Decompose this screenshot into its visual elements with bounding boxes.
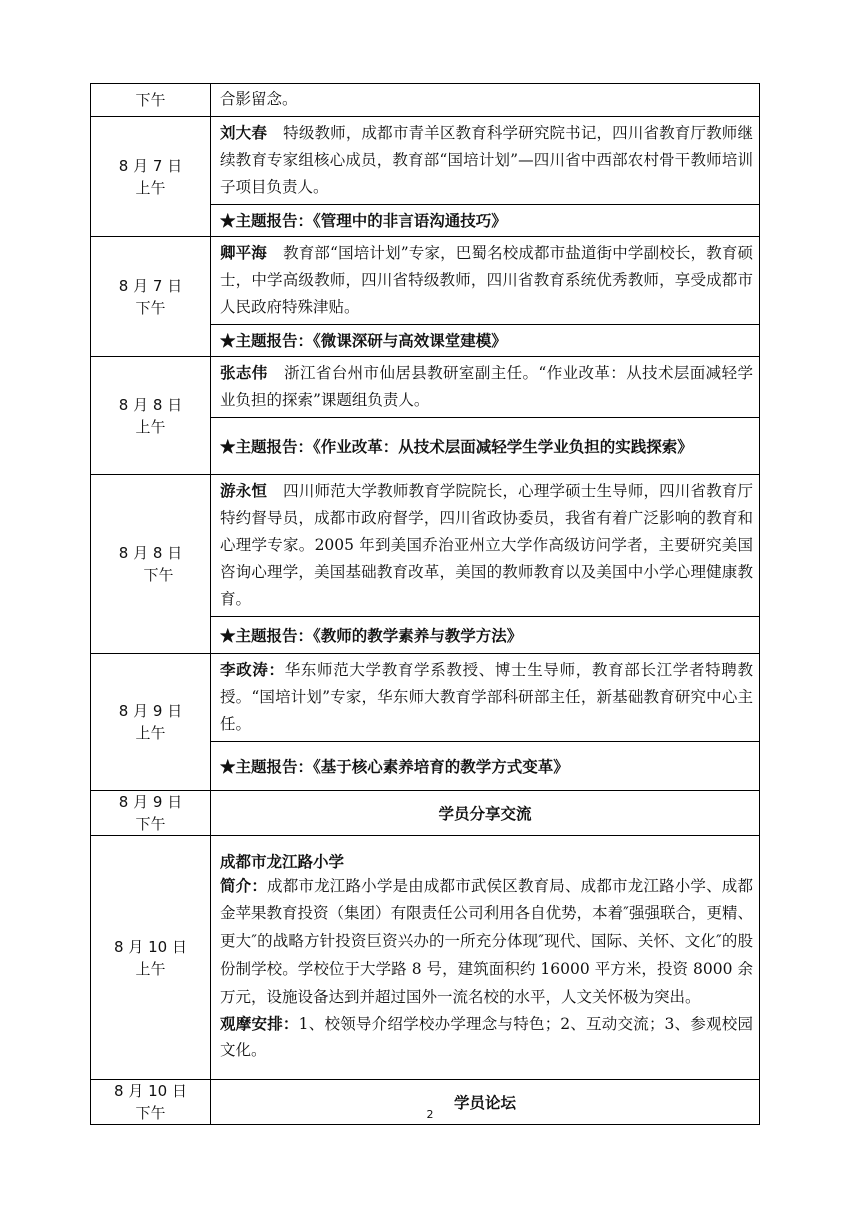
time-cell: 8 月 9 日 上午 xyxy=(91,654,211,791)
time-cell: 8 月 10 日 下午 xyxy=(91,1080,211,1125)
time-cell: 8 月 7 日 下午 xyxy=(91,237,211,357)
table-row xyxy=(91,117,760,205)
time-cell: 8 月 8 日 上午 xyxy=(91,357,211,475)
report-title: ★主题报告：《基于核心素养培育的教学方式变革》 xyxy=(211,742,760,791)
report-title: ★主题报告：《教师的教学素养与教学方法》 xyxy=(211,617,760,654)
table-row xyxy=(91,836,760,1080)
school-visit xyxy=(211,836,760,1080)
time-cell: 8 月 9 日 下午 xyxy=(91,791,211,836)
schedule-table xyxy=(90,83,760,1125)
speaker-name: 张志伟 xyxy=(220,363,268,382)
school-intro: 简介：成都市龙江路小学是由成都市武侯区教育局、成都市龙江路小学、成都金苹果教育投资（集团）有限责任公司利用各自优势，本着″强强联合，更精、更大″的战略方针投资巨资兴办的一所充分体现″现代、国际、关怀、文化″的股份制学校。学校位于大学路 8 号，建筑面积约 16000 平方米，投资 8000 余万元，设施设备达到并超过国外一流名校的水平，人文关怀极为突出。 xyxy=(220,876,753,1006)
speaker-name: 游永恒 xyxy=(220,481,267,500)
report-title: ★主题报告：《作业改革：从技术层面减轻学生学业负担的实践探索》 xyxy=(211,418,760,475)
speaker-name: 刘大春 xyxy=(220,123,267,142)
table-row xyxy=(91,791,760,836)
speaker-name: 李政涛： xyxy=(220,660,285,679)
speaker-bio: 张志伟 浙江省台州市仙居县教研室副主任。“作业改革：从技术层面减轻学业负担的探索”课题组负责人。 xyxy=(211,357,760,418)
activity-title: 学员分享交流 xyxy=(211,791,760,836)
speaker-name: 卿平海 xyxy=(220,243,267,262)
description-cell: 合影留念。 xyxy=(211,84,760,117)
page-number: 2 xyxy=(426,1108,434,1121)
report-title: ★主题报告：《微课深研与高效课堂建模》 xyxy=(211,325,760,357)
visit-arrangement: 观摩安排：1、校领导介绍学校办学理念与特色；2、互动交流；3、参观校园文化。 xyxy=(220,1015,753,1060)
table-row xyxy=(91,237,760,325)
table-row xyxy=(91,475,760,617)
school-name: 成都市龙江路小学 xyxy=(220,852,345,871)
table-row xyxy=(91,654,760,742)
table-row xyxy=(91,357,760,418)
time-cell: 8 月 7 日 上午 xyxy=(91,117,211,237)
table-row xyxy=(91,84,760,117)
speaker-bio: 刘大春 特级教师，成都市青羊区教育科学研究院书记，四川省教育厅教师继续教育专家组核心成员，教育部“国培计划”—四川省中西部农村骨干教师培训子项目负责人。 xyxy=(211,117,760,205)
report-title: ★主题报告：《管理中的非言语沟通技巧》 xyxy=(211,205,760,237)
time-cell: 8 月 10 日 上午 xyxy=(91,836,211,1080)
time-cell: 下午 xyxy=(91,84,211,117)
activity-title: 学员论坛 xyxy=(211,1080,760,1125)
speaker-bio: 游永恒 四川师范大学教师教育学院院长，心理学硕士生导师，四川省教育厅特约督导员，成都市政府督学，四川省政协委员，我省有着广泛影响的教育和心理学专家。2005 年到美国乔治亚州立大学作高级访问学者，主要研究美国咨询心理学，美国基础教育改革，美国的教师教育以及美国中小学心理健康教育。 xyxy=(211,475,760,617)
time-cell: 8 月 8 日 下午 xyxy=(91,475,211,654)
speaker-bio: 李政涛：华东师范大学教育学系教授、博士生导师，教育部长江学者特聘教授。“国培计划”专家，华东师大教育学部科研部主任，新基础教育研究中心主任。 xyxy=(211,654,760,742)
speaker-bio: 卿平海 教育部“国培计划”专家，巴蜀名校成都市盐道街中学副校长，教育硕士，中学高级教师，四川省特级教师，四川省教育系统优秀教师，享受成都市人民政府特殊津贴。 xyxy=(211,237,760,325)
